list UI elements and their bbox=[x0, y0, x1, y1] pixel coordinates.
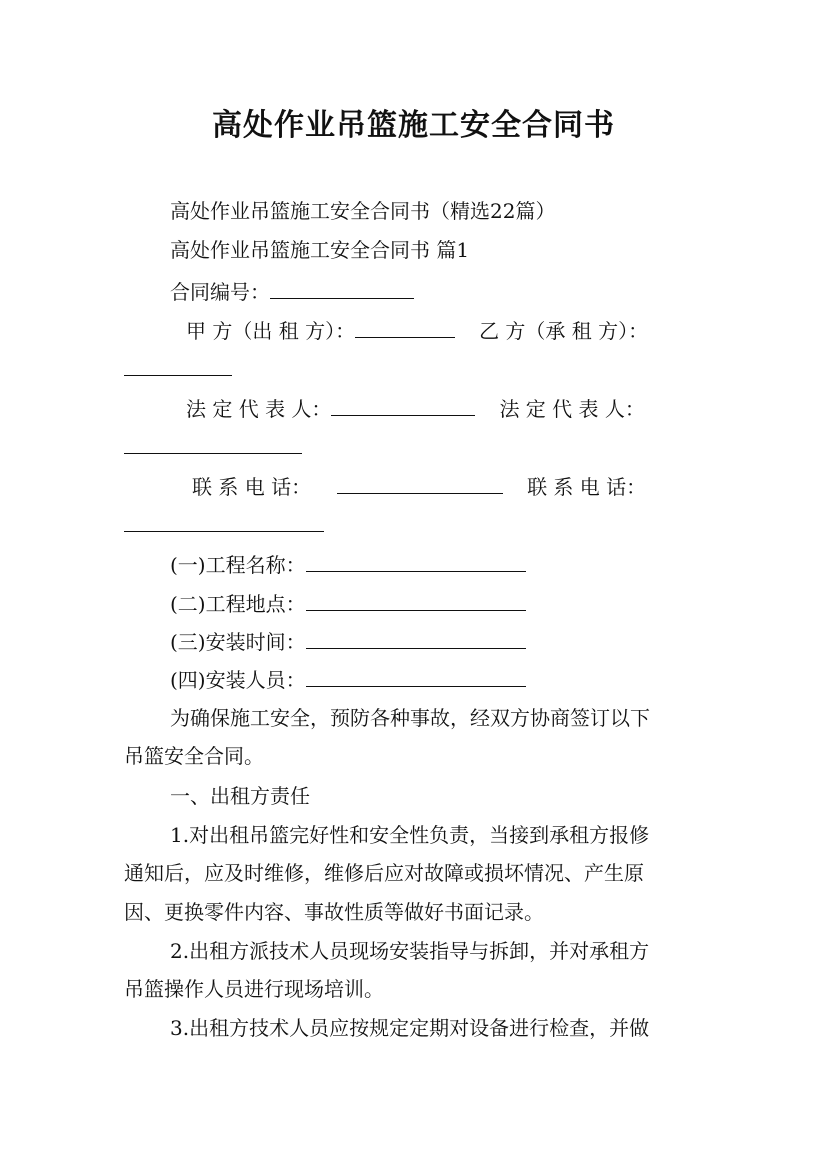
party-a-label: 甲 方（出 租 方）： bbox=[186, 319, 356, 343]
rep-a-blank bbox=[331, 395, 475, 416]
clause-1-line-1: 1.对出租吊篮完好性和安全性负责，当接到承租方报修 bbox=[170, 823, 650, 847]
party-b-label: 乙 方（承 租 方）： bbox=[479, 319, 649, 343]
contract-number-row bbox=[170, 278, 750, 304]
representative-row bbox=[186, 395, 694, 421]
rep-a-label: 法 定 代 表 人： bbox=[186, 397, 332, 421]
contract-number-label: 合同编号： bbox=[170, 280, 270, 304]
item-project-name-blank bbox=[306, 551, 526, 572]
phone-a-blank bbox=[337, 473, 503, 494]
phone-b-continuation bbox=[124, 511, 704, 537]
item-install-staff-blank bbox=[306, 666, 526, 687]
party-b-blank bbox=[124, 355, 232, 376]
item-project-site-blank bbox=[306, 590, 526, 611]
item-project-site bbox=[170, 590, 750, 616]
rep-b-continuation bbox=[124, 433, 704, 459]
section-heading-lessor: 一、出租方责任 bbox=[170, 784, 310, 808]
rep-b-blank bbox=[124, 433, 302, 454]
intro-line-2: 吊篮安全合同。 bbox=[124, 744, 264, 768]
item-install-staff-label: (四)安装人员： bbox=[170, 668, 306, 692]
item-project-name bbox=[170, 551, 750, 577]
phone-b-blank bbox=[124, 511, 324, 532]
item-project-site-label: (二)工程地点： bbox=[170, 592, 306, 616]
party-b-continuation bbox=[124, 355, 704, 381]
item-project-name-label: (一)工程名称： bbox=[170, 553, 306, 577]
clause-2-line-1: 2.出租方派技术人员现场安装指导与拆卸，并对承租方 bbox=[170, 939, 650, 963]
contract-number-blank bbox=[270, 278, 414, 299]
intro-line-1: 为确保施工安全，预防各种事故，经双方协商签订以下 bbox=[170, 706, 650, 730]
part-heading: 高处作业吊篮施工安全合同书 篇1 bbox=[170, 238, 470, 262]
document-subtitle: 高处作业吊篮施工安全合同书（精选22篇） bbox=[170, 199, 556, 223]
clause-1-line-3: 因、更换零件内容、事故性质等做好书面记录。 bbox=[124, 900, 544, 924]
document-title: 高处作业吊篮施工安全合同书 bbox=[212, 108, 615, 143]
item-install-staff bbox=[170, 666, 750, 692]
item-install-time-label: (三)安装时间： bbox=[170, 630, 306, 654]
clause-2-line-2: 吊篮操作人员进行现场培训。 bbox=[124, 977, 384, 1001]
phone-b-label: 联 系 电 话： bbox=[527, 475, 647, 499]
rep-b-label: 法 定 代 表 人： bbox=[499, 397, 645, 421]
item-install-time-blank bbox=[306, 628, 526, 649]
phone-row bbox=[192, 473, 694, 499]
party-row bbox=[186, 317, 694, 343]
clause-3-line-1: 3.出租方技术人员应按规定定期对设备进行检查，并做 bbox=[170, 1016, 650, 1040]
party-a-blank bbox=[355, 317, 455, 338]
phone-a-label: 联 系 电 话： bbox=[192, 475, 312, 499]
clause-1-line-2: 通知后，应及时维修，维修后应对故障或损坏情况、产生原 bbox=[124, 861, 644, 885]
item-install-time bbox=[170, 628, 750, 654]
